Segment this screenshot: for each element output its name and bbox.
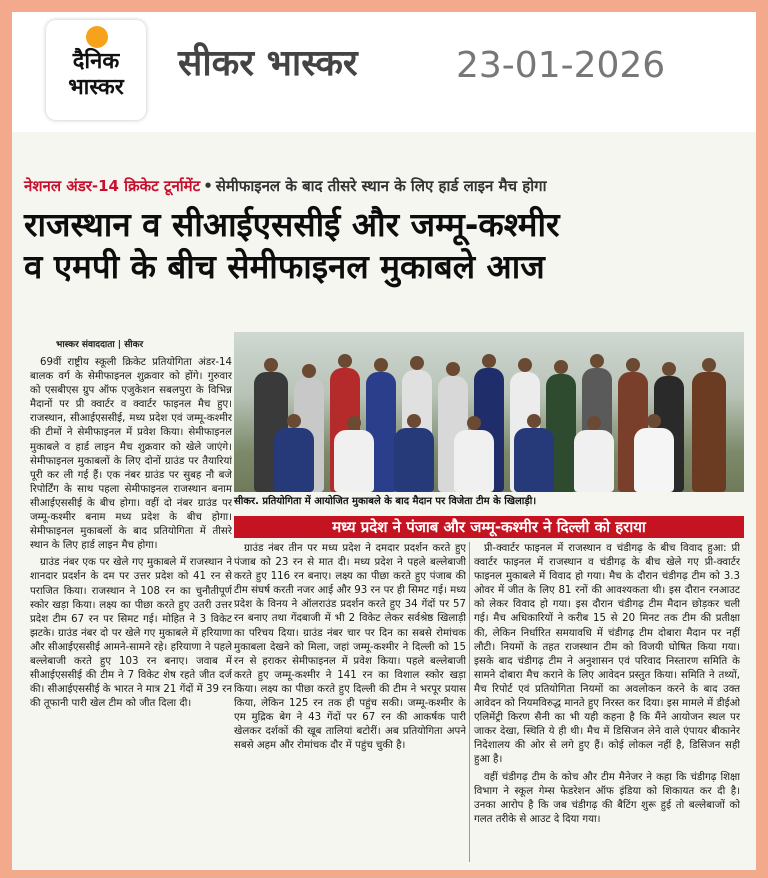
edition-date: 23-01-2026 [456, 45, 666, 86]
person-head [347, 416, 361, 430]
newspaper-card [12, 12, 756, 870]
dainik-bhaskar-logo [46, 20, 146, 120]
column-divider [469, 542, 470, 862]
masthead [12, 12, 756, 130]
person-figure [692, 372, 726, 492]
byline: भास्कर संवाददाता | सीकर [56, 340, 144, 350]
person-head [410, 356, 424, 370]
paragraph: 69वीं राष्ट्रीय स्कूली क्रिकेट प्रतियोगिता अंडर-14 बालक वर्ग के सेमीफाइनल शुक्रवार को होंगे। गुरुवार को एसबीएस ग्रुप ऑफ एजुकेशन सबलपुरा के विभिन्न मैदानों पर प्री क्वार्टर व क्वार्टर फाइनल मैच हुए। राजस्थान, सीआईएससीई, मध्य प्रदेश एवं जम्मू-कश्मीर की टीमों ने सेमीफाइनल में प्रवेश किया। सेमीफाइनल मुकाबले व हार्ड लाइन मैच शुक्रवार को खेले जाएंगे। सेमीफाइनल मुकाबलों के लिए दोनों ग्राउंड पर तैयारियां पूरी कर ली गई हैं। एक नंबर ग्राउंड पर सुबह नौ बजे रिपोर्टिंग के साथ पहला सेमीफाइनल राजस्थान बनाम सीआईएससीई के बीच होगा। वहीं दो नंबर ग्राउंड पर जम्मू-कश्मीर बनाम मध्य प्रदेश के बीच होगा। सेमीफाइनल मुकाबलों के बाद प्रतियोगिता में तीसरे स्थान के लिए हार्ड लाइन मैच होगा। [30, 357, 232, 552]
person-figure [274, 428, 314, 492]
person-figure [454, 430, 494, 492]
person-head [647, 414, 661, 428]
person-head [287, 414, 301, 428]
person-head [446, 362, 460, 376]
paragraph: ग्राउंड नंबर एक पर खेले गए मुकाबले में राजस्थान ने शानदार प्रदर्शन के दम पर उत्तर प्रदेश को 41 रन से पराजित किया। राजस्थान ने 108 रन का चुनौतीपूर्ण स्कोर खड़ा किया। लक्ष्य का पीछा करते हुए उतरी उत्तर प्रदेश टीम 67 रन पर सिमट गई। मोहित ने 3 विकेट झटके। ग्राउंड नंबर दो पर खेले गए मुकाबले में हरियाणा और सीआईएससीई आमने-सामने रहे। हरियाणा ने पहले बल्लेबाजी करते हुए 103 रन बनाए। जवाब में सीआईएससीई की टीम ने 7 विकेट शेष रहते जीत दर्ज की। सीआईएससीई के भारत ने मात्र 21 गेंदों में 39 रन की तूफानी पारी खेल टीम को जीत दिला दी। [30, 557, 232, 710]
person-head [407, 414, 421, 428]
kicker-topic: नेशनल अंडर-14 क्रिकेट टूर्नामेंट [24, 177, 201, 195]
news-clipping [12, 132, 756, 870]
person-head [554, 360, 568, 374]
person-head [338, 354, 352, 368]
logo-line-2: भास्कर [68, 75, 124, 100]
person-head [374, 358, 388, 372]
person-head [702, 358, 716, 372]
person-head [626, 358, 640, 372]
person-head [482, 354, 496, 368]
kicker-text: सेमीफाइनल के बाद तीसरे स्थान के लिए हार्ड लाइन मैच होगा [215, 177, 547, 195]
sun-icon [86, 26, 108, 48]
person-head [302, 364, 316, 378]
headline-line-1: राजस्थान व सीआईएससीई और जम्मू-कश्मीर [24, 205, 560, 244]
person-head [590, 354, 604, 368]
person-figure [634, 428, 674, 492]
edition-name: सीकर भास्कर [178, 43, 358, 84]
bullet-icon: • [203, 177, 213, 195]
paragraph: ग्राउंड नंबर तीन पर मध्य प्रदेश ने दमदार प्रदर्शन करते हुए पंजाब को 23 रन से मात दी। मध्य प्रदेश ने पहले बल्लेबाजी करते हुए 116 रन बनाए। लक्ष्य का पीछा करते हुए पंजाब की टीम संघर्ष करती नजर आई और 93 रन पर ही सिमट गई। मध्य प्रदेश के विनय ने ऑलराउंड प्रदर्शन करते हुए 34 गेंदों पर 57 रन बनाए तथा गेंदबाजी में भी 2 विकेट लेकर सर्वश्रेष्ठ खिलाड़ी का परिचय दिया। ग्राउंड नंबर चार पर दिन का सबसे रोमांचक मुकाबला देखने को मिला, जहां जम्मू-कश्मीर ने दिल्ली को 15 रन से हराकर सेमीफाइनल में प्रवेश किया। पहले बल्लेबाजी करते हुए जम्मू-कश्मीर ने 141 रन का विशाल स्कोर खड़ा किया। लक्ष्य का पीछा करते हुए दिल्ली की टीम ने भरपूर प्रयास किया, लेकिन 125 रन तक ही पहुंच सकी। जम्मू-कश्मीर के एम मुद्रिक बेग ने 43 गेंदों पर 67 रन की आकर्षक पारी खेलकर दर्शकों की खूब तालियां बटोरीं। अब प्रतियोगिता अपने सबसे अहम और रोमांचक दौर में पहुंच चुकी है। [234, 543, 466, 752]
logo-line-1: दैनिक [72, 49, 120, 74]
paragraph: वहीं चंडीगढ़ टीम के कोच और टीम मैनेजर ने कहा कि चंडीगढ़ शिक्षा विभाग ने स्कूल गेम्स फेडरेशन ऑफ इंडिया को शिकायत कर दी है। उनका आरोप है कि जब चंडीगढ़ की बैटिंग शुरू हुई तो बल्लेबाजों को गलत तरीके से आउट दे दिया गया। [474, 771, 740, 825]
subheadline-banner: मध्य प्रदेश ने पंजाब और जम्मू-कश्मीर ने दिल्ली को हराया [234, 516, 744, 538]
team-photo [234, 332, 744, 492]
person-figure [334, 430, 374, 492]
photo-caption: सीकर. प्रतियोगिता में आयोजित मुकाबले के बाद मैदान पर विजेता टीम के खिलाड़ी। [234, 496, 537, 507]
person-head [467, 416, 481, 430]
paragraph: प्री-क्वार्टर फाइनल में राजस्थान व चंडीगढ़ के बीच विवाद हुआ: प्री क्वार्टर फाइनल में राजस्थान व चंडीगढ़ के बीच खेले गए प्री-क्वार्टर फाइनल मुकाबले में विवाद हो गया। मैच के दौरान चंडीगढ़ टीम को 3.3 ओवर में जीत के लिए 81 रनों की आवश्यकता थी। इस दौरान रनआउट को लेकर विवाद हो गया। इस दौरान चंडीगढ़ टीम मैदान छोड़कर चली गई। मैच अधिकारियों ने करीब 15 से 20 मिनट तक टीम की प्रतीक्षा की, लेकिन निर्धारित समयावधि में चंडीगढ़ टीम दोबारा मैदान पर नहीं लौटी। नियमों के तहत राजस्थान टीम को विजयी घोषित किया गया। इसके बाद चंडीगढ़ टीम ने अनुशासन एवं परिवाद निस्तारण समिति के सामने दोबारा मैच कराने के लिए आवेदन प्रस्तुत किया। समिति ने तथ्यों, मैच रिपोर्ट एवं प्रतियोगिता नियमों का अवलोकन करने के बाद उक्त आवेदन को नियमविरुद्ध मानते हुए निरस्त कर दिया। इस मामले में डीईओ एलिमेंट्री किरण सैनी का भी यही कहना है कि मैंने आयोजन स्थल पर जाकर देखा, स्थिति ये ही थी। मैच में डिसिजन लेने वाले एंपायर बीकानेर निदेशालय की ओर से लगे हुए हैं। कोई लोकल नहीं है, डिसिजन सही हुआ है। [474, 543, 740, 766]
kicker-line [24, 176, 748, 198]
headline [24, 204, 744, 288]
person-figure [514, 428, 554, 492]
person-head [587, 416, 601, 430]
person-head [518, 358, 532, 372]
person-head [527, 414, 541, 428]
person-figure [574, 430, 614, 492]
headline-line-2: व एमपी के बीच सेमीफाइनल मुकाबले आज [24, 247, 545, 286]
person-head [264, 358, 278, 372]
article-column-2 [234, 542, 466, 864]
person-head [662, 362, 676, 376]
article-column-1 [30, 356, 232, 864]
person-figure [394, 428, 434, 492]
article-column-3 [474, 542, 740, 864]
